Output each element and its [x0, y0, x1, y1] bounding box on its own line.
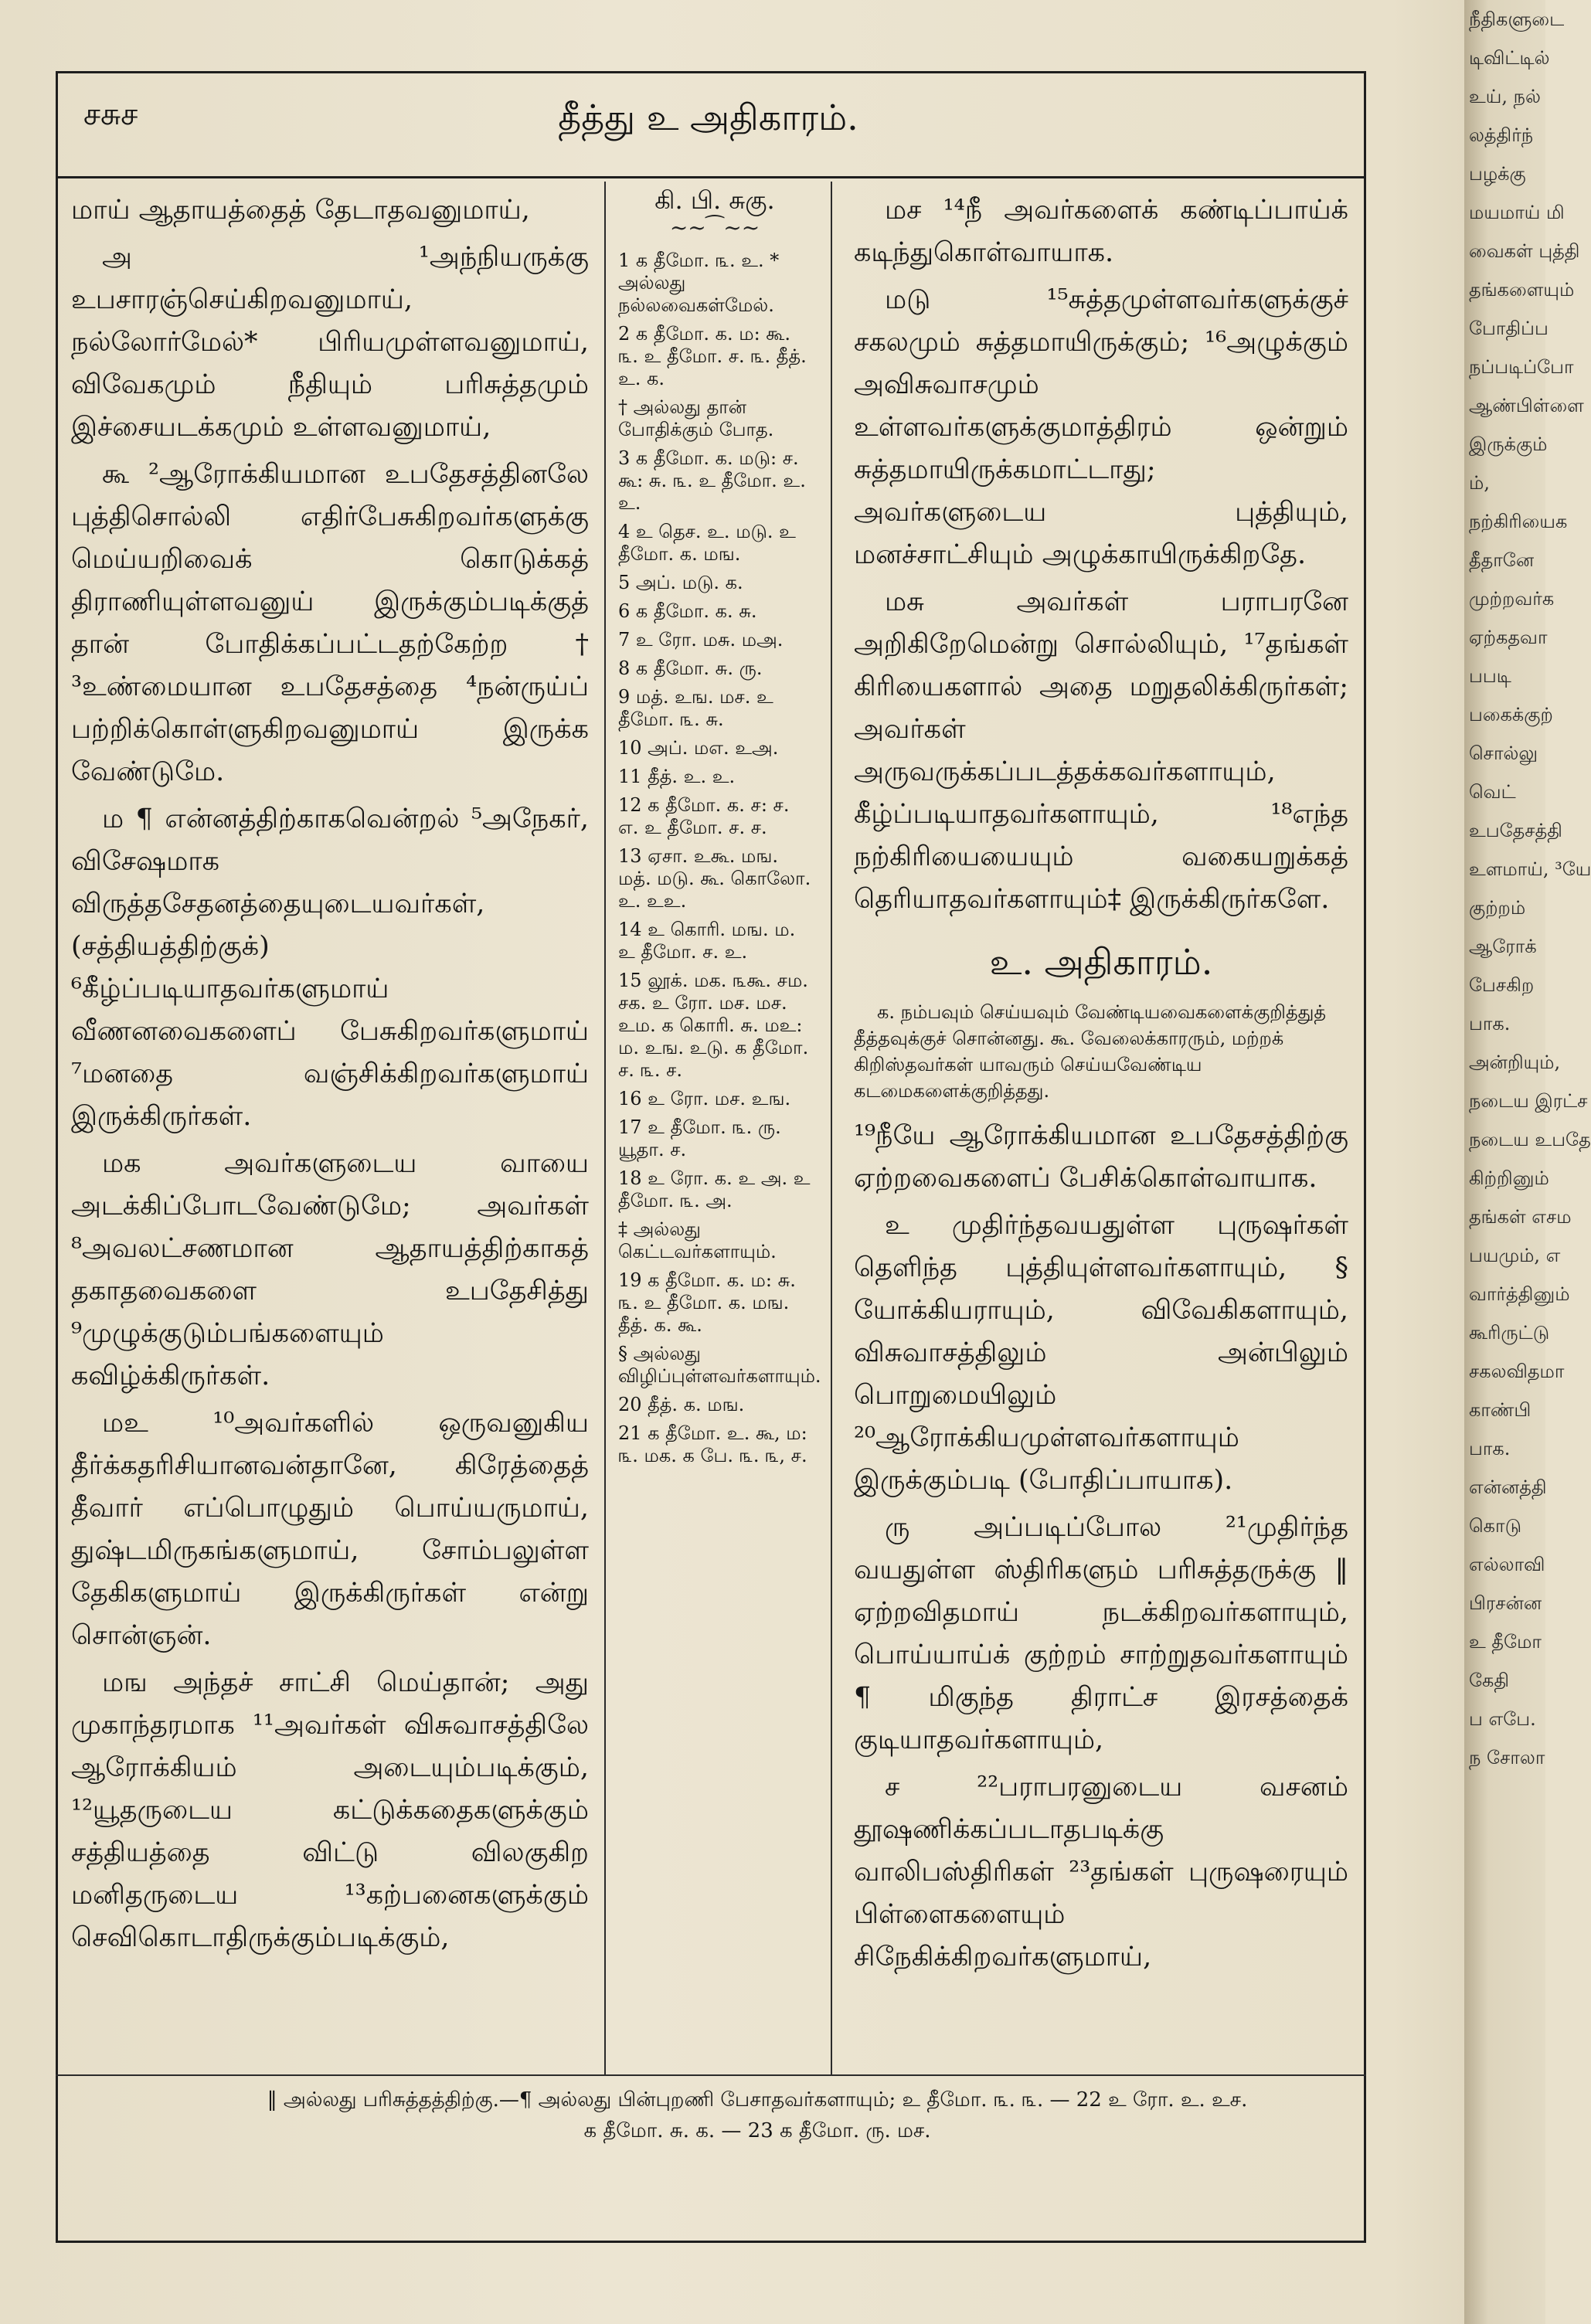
cross-reference-entry: 3 க தீமோ. க. மடு: ச. கூ: சு. ௩. உ தீமோ. உ. உ. [618, 447, 806, 514]
cross-reference-entry: † அல்லது தான் போதிக்கும் போத. [618, 396, 774, 440]
adjacent-page-text-fragment: பபடி [1469, 665, 1511, 687]
adjacent-page-text-fragment: நடைய உபதே [1469, 1129, 1591, 1150]
footnote-line: க தீமோ. சு. க. — 23 க தீமோ. ரு. மச. [583, 2119, 931, 2142]
cross-reference-entry: 12 க தீமோ. க. ச: ச. எ. உ தீமோ. ச. ச. [618, 794, 790, 838]
cross-reference-entry: 17 உ தீமோ. ௩. ரு. யூதா. ச. [618, 1116, 781, 1160]
adjacent-page-text-fragment: லத்திர்ந் [1469, 124, 1534, 146]
adjacent-page-text-fragment: பாக. [1469, 1013, 1511, 1035]
adjacent-page-text-fragment: தங்கள் எசம [1469, 1206, 1572, 1228]
cross-reference-entry: 8 க தீமோ. சு. ரு. [618, 657, 763, 679]
column-divider-left [604, 182, 606, 2074]
ornament-flourish: ~~⁀~~ [669, 215, 760, 240]
adjacent-page-text-fragment: ம், [1469, 472, 1490, 494]
cross-reference-entry: 16 உ ரோ. மச. உங. [618, 1088, 791, 1109]
verse-paragraph: மங அந்தச் சாட்சி மெய்தான்; அது முகாந்தரமாக ¹¹அவர்கள் விசுவாசத்திலே ஆரோக்கியம் அடையும்படிக்கும், ¹²யூதருடைய கட்டுக்கதைகளுக்கும் சத்தியத்தை விட்டு விலகுகிற மனிதருடைய ¹³கற்பனைகளுக்கும் செவிகொடாதிருக்கும்படிக்கும், [71, 1667, 589, 1953]
cross-reference-entry: 2 க தீமோ. க. ம: கூ. ௩. உ தீமோ. ச. ௩. தீத். உ. க. [618, 323, 807, 389]
verse-paragraph: ரு அப்படிப்போல ²¹முதிர்ந்த வயதுள்ள ஸ்திரிகளும் பரிசுத்தருக்கு ‖ ஏற்றவிதமாய் நடக்கிறவர்களாயும், பொய்யாய்க் குற்றம் சாற்றுதவர்களாயும் ¶ மிகுந்த திராட்ச இரசத்தைக் குடியாதவர்களாயும், [854, 1512, 1348, 1755]
adjacent-page-text-fragment: தங்களையும் [1469, 279, 1575, 301]
adjacent-page-text-fragment: பழக்கு [1469, 163, 1526, 185]
running-title: தீத்து உ அதிகாரம். [558, 97, 858, 138]
adjacent-page-text-fragment: முற்றவர்க [1469, 588, 1555, 610]
column-divider-right [831, 182, 832, 2074]
header-rule [56, 176, 1366, 178]
verse-paragraph: மச ¹⁴நீ அவர்களைக் கண்டிப்பாய்க் கடிந்துகொள்வாயாக. [854, 195, 1348, 268]
verse-paragraph: ச ²²பராபரனுடைய வசனம் தூஷணிக்கப்படாதபடிக்கு வாலிபஸ்திரிகள் ²³தங்கள் புருஷரையும் பிள்ளைகளையும் சிநேகிக்கிறவர்களுமாய், [854, 1772, 1348, 1972]
adjacent-page-text-fragment: உளமாய், ³யே [1469, 858, 1591, 880]
cross-reference-entry: 15 லூக். மக. ௩கூ. சம. சக. உ ரோ. மச. மச. உம. க கொரி. சு. மஉ: ம. உங. உடு. க தீமோ. ச. ௩. ச. [618, 970, 809, 1081]
adjacent-page-text-fragment: பயமும், எ [1469, 1245, 1561, 1266]
page-number: சசுச [83, 97, 138, 132]
verse-paragraph: மடு ¹⁵சுத்தமுள்ளவர்களுக்குச் சகலமும் சுத்தமாயிருக்கும்; ¹⁶அழுக்கும் அவிசுவாசமும் உள்ளவர்களுக்குமாத்திரம் ஒன்றும் சுத்தமாயிருக்கமாட்டாது; அவர்களுடைய புத்தியும், மனச்சாட்சியும் அழுக்காயிருக்கிறதே. [854, 284, 1348, 570]
adjacent-page-text-fragment: என்னத்தி [1469, 1476, 1547, 1498]
adjacent-page-text-fragment: கொடு [1469, 1515, 1521, 1537]
verse-paragraph: மசு அவர்கள் பராபரனே அறிகிறேமென்று சொல்லியும், ¹⁷தங்கள் கிரியைகளால் அதை மறுதலிக்கிருர்கள்; அவர்கள் அருவருக்கப்படத்தக்கவர்களாயும், கீழ்ப்படியாதவர்களாயும், ¹⁸எந்த நற்கிரியையையும் வகையறுக்கத் தெரியாதவர்களாயும்‡ இருக்கிருர்களே. [854, 586, 1348, 915]
cross-reference-entry: § அல்லது விழிப்புள்ளவர்களாயும். [618, 1343, 821, 1387]
adjacent-page-text-fragment: ஆண்பிள்ளை [1469, 395, 1584, 416]
chapter-heading: உ. அதிகாரம். [989, 941, 1213, 983]
cross-reference-entry: ‡ அல்லது கெட்டவர்களாயும். [618, 1218, 777, 1262]
adjacent-page-text-fragment: சொல்லு [1469, 742, 1538, 764]
adjacent-page-text-fragment: ஆரோக் [1469, 936, 1537, 957]
verse-paragraph: உ முதிர்ந்தவயதுள்ள புருஷர்கள் தெளிந்த புத்தியுள்ளவர்களாயும், § யோக்கியராயும், விவேகிகளாயும், விசுவாசத்திலும் அன்பிலும் பொறுமையிலும் ²⁰ஆரோக்கியமுள்ளவர்களாயும் இருக்கும்படி (போதிப்பாயாக). [854, 1210, 1348, 1496]
cross-reference-entry: 14 உ கொரி. மங. ம. உ தீமோ. ச. உ. [618, 919, 796, 963]
adjacent-page-text-fragment: சகலவிதமா [1469, 1361, 1565, 1382]
adjacent-page-text-fragment: குற்றம் [1469, 897, 1526, 919]
adjacent-page-text-fragment: உபதேசத்தி [1469, 820, 1562, 841]
adjacent-page-text-fragment: பகைக்குற் [1469, 704, 1553, 725]
adjacent-page-text-fragment: கூரிருட்டு [1469, 1322, 1550, 1344]
cross-reference-entry: 21 க தீமோ. உ. கூ, ம: ௩. மக. க பே. ௩. ௩, ச. [618, 1422, 807, 1466]
adjacent-page-text-fragment: உ தீமோ [1469, 1631, 1542, 1653]
adjacent-page-text-fragment: போதிப்ப [1469, 318, 1549, 339]
adjacent-page-text-fragment: பாக. [1469, 1438, 1511, 1459]
verse-paragraph: கூ ²ஆரோக்கியமான உபதேசத்தினலே புத்திசொல்லி எதிர்பேசுகிறவர்களுக்கு மெய்யறிவைக் கொடுக்கத் திராணியுள்ளவனுய் இருக்கும்படிக்குத் தான் போதிக்கப்பட்டதற்கேற்ற† ³உண்மையான உபதேசத்தை ⁴நன்ருய்ப் பற்றிக்கொள்ளுகிறவனுமாய் இருக்க வேண்டுமே. [71, 459, 589, 787]
adjacent-page-text-fragment: தீதானே [1469, 549, 1535, 571]
adjacent-page-text-fragment: கிற்றினும் [1469, 1167, 1549, 1189]
verse-paragraph: மாய் ஆதாயத்தைத் தேடாதவனுமாய், [71, 195, 530, 226]
cross-reference-entry: 19 க தீமோ. க. ம: சு. ௩. உ தீமோ. க. மங. தீத். க. கூ. [618, 1269, 796, 1336]
adjacent-page-text-fragment: ஏற்கதவா [1469, 627, 1548, 648]
cross-reference-entry: 4 உ தெச. உ. மடு. உ தீமோ. க. மங. [618, 521, 796, 565]
adjacent-page-text-fragment: மயமாய் மி [1469, 202, 1565, 223]
reference-heading: கி. பி. சுகு. [654, 185, 775, 215]
adjacent-page-text-fragment: நப்படிப்போ [1469, 356, 1574, 378]
verse-paragraph: ம ¶ என்னத்திற்காகவென்றல் ⁵அநேகர், விசேஷமாக விருத்தசேதனத்தையுடையவர்கள், (சத்தியத்திற்குக்) ⁶கீழ்ப்படியாதவர்களுமாய் வீணனவைகளைப் பேசுகிறவர்களுமாய் ⁷மனதை வஞ்சிக்கிறவர்களுமாய் இருக்கிருர்கள். [71, 804, 589, 1132]
adjacent-page-text-fragment: கேதி [1469, 1670, 1510, 1691]
adjacent-page-edge [1464, 0, 1591, 2324]
adjacent-page-text-fragment: உய், நல் [1469, 86, 1541, 107]
verse-paragraph: ¹⁹நீயே ஆரோக்கியமான உபதேசத்திற்கு ஏற்றவைகளைப் பேசிக்கொள்வாயாக. [854, 1120, 1348, 1194]
cross-reference-entry: 20 தீத். க. மங. [618, 1394, 745, 1415]
adjacent-page-text-fragment: வார்த்தினும் [1469, 1283, 1570, 1305]
adjacent-page-text-fragment: ப எபே. [1469, 1708, 1536, 1730]
verse-paragraph: அ ¹அந்நியருக்கு உபசாரஞ்செய்கிறவனுமாய், நல்லோர்மேல்* பிரியமுள்ளவனுமாய், விவேகமும் நீதியும் பரிசுத்தமும் இச்சையடக்கமும் உள்ளவனுமாய், [71, 242, 589, 443]
adjacent-page-text-fragment: வைகள் புத்தி [1469, 240, 1580, 262]
adjacent-page-text-fragment: பேசகிற [1469, 974, 1535, 996]
verse-paragraph: மக அவர்களுடைய வாயை அடக்கிப்போடவேண்டுமே; அவர்கள் ⁸அவலட்சணமான ஆதாயத்திற்காகத் தகாதவைகளை உபதேசித்து ⁹முழுக்குடும்பங்களையும் கவிழ்க்கிருர்கள். [71, 1148, 589, 1391]
left-text-column [71, 189, 589, 1964]
cross-reference-entry: 5 அப். மடு. க. [618, 572, 743, 593]
adjacent-page-text-fragment: டிவிட்டில் [1469, 47, 1550, 69]
cross-reference-entry: 10 அப். மஎ. உஅ. [618, 737, 779, 759]
adjacent-page-text-fragment: அன்றியும், [1469, 1052, 1561, 1073]
adjacent-page-text-fragment: நற்கிரியைக [1469, 511, 1568, 532]
adjacent-page-text-fragment: நீதிகளுடை [1469, 8, 1565, 30]
right-text-column [854, 189, 1348, 1983]
adjacent-page-text-fragment: எல்லாவி [1469, 1554, 1545, 1575]
footnote-line: ‖ அல்லது பரிசுத்தத்திற்கு.—¶ அல்லது பின்புறணி பேசாதவர்களாயும்; உ தீமோ. ௩. ௩. — 22 உ ரோ. உ. உச. [267, 2088, 1248, 2112]
adjacent-page-text-fragment: காண்பி [1469, 1399, 1532, 1421]
cross-reference-entry: 18 உ ரோ. க. உ அ. உ தீமோ. ௩. அ. [618, 1167, 811, 1211]
cross-reference-entry: 6 க தீமோ. க. சு. [618, 600, 757, 622]
cross-reference-entry: 11 தீத். உ. உ. [618, 766, 736, 787]
footnote-rule [56, 2074, 1366, 2076]
cross-reference-entry: 7 உ ரோ. மசு. மஅ. [618, 629, 784, 651]
reference-list [618, 250, 821, 1467]
adjacent-page-text-fragment: பிரசன்ன [1469, 1592, 1542, 1614]
adjacent-page-text-fragment: நடைய இரட்ச [1469, 1090, 1588, 1112]
adjacent-page-text-fragment: வெட் [1469, 781, 1516, 803]
footnote [201, 2084, 1314, 2146]
cross-reference-entry: 1 க தீமோ. ௩. உ. * அல்லது நல்லவைகள்மேல். [618, 250, 780, 316]
chapter-summary: க. நம்பவும் செய்யவும் வேண்டியவைகளைக்குறித்துத் தீத்தவுக்குச் சொன்னது. கூ. வேலைக்காரரும், மற்றக் கிறிஸ்தவர்கள் யாவரும் செய்யவேண்டிய கடமைகளைக்குறித்தது. [854, 1001, 1327, 1102]
cross-reference-entry: 9 மத். உங. மச. உ தீமோ. ௩. சு. [618, 686, 773, 730]
adjacent-page-text-fragment: இருக்கும் [1469, 433, 1548, 455]
adjacent-page-text-fragment: ந சோலா [1469, 1747, 1545, 1768]
cross-reference-column [618, 185, 821, 1473]
cross-reference-entry: 13 ஏசா. உகூ. மங. மத். மடு. கூ. கொலோ. உ. உஉ. [618, 845, 811, 912]
verse-paragraph: மஉ ¹⁰அவர்களில் ஒருவனுகிய தீர்க்கதரிசியானவன்தானே, கிரேத்தைத் தீவார் எப்பொழுதும் பொய்யருமாய், துஷ்டமிருகங்களுமாய், சோம்பலுள்ள தேகிகளுமாய் இருக்கிருர்கள் என்று சொன்ஞன். [71, 1408, 589, 1651]
